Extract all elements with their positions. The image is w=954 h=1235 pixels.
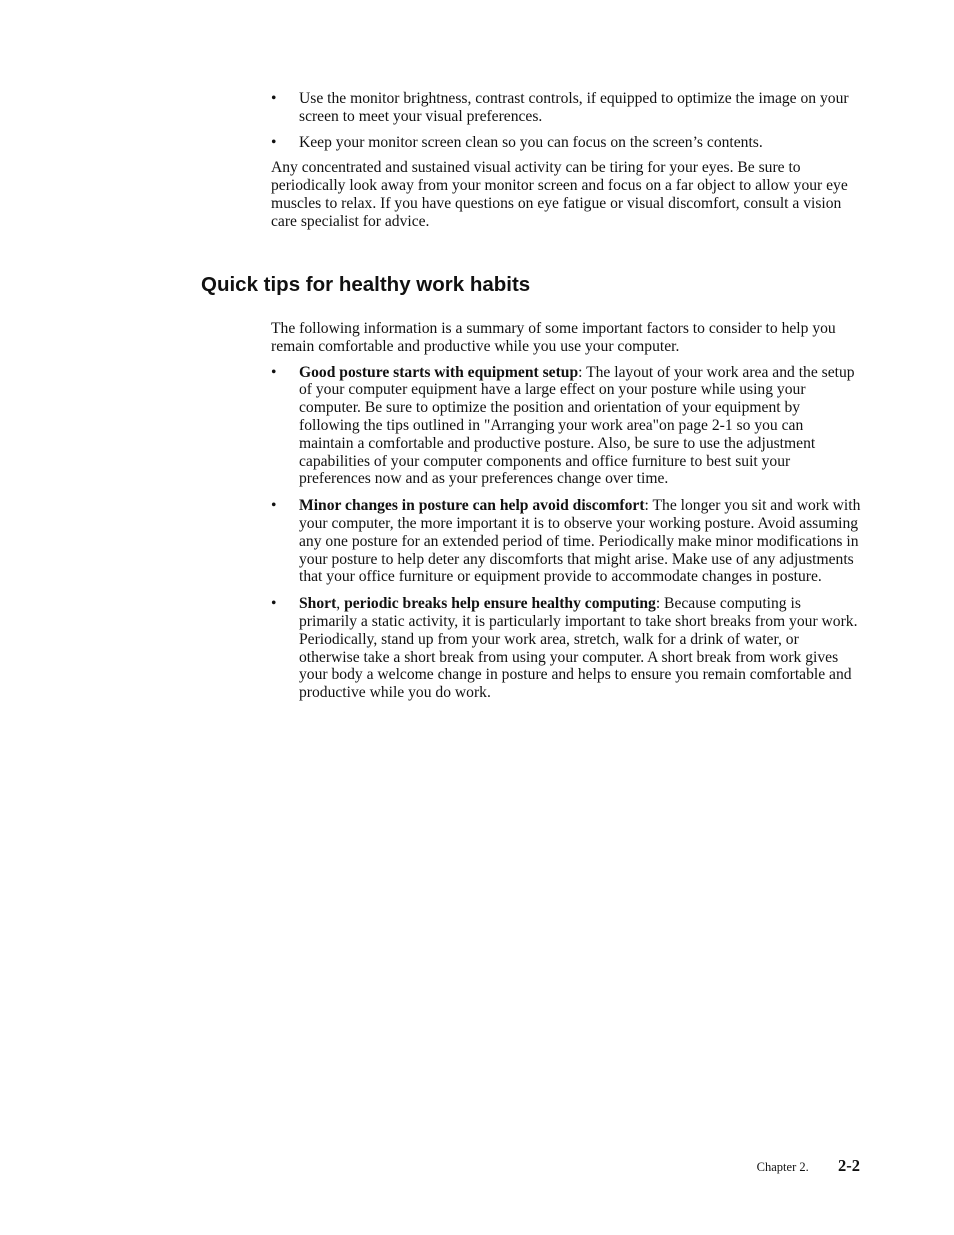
- list-item: [271, 364, 861, 489]
- eye-fatigue-paragraph: Any concentrated and sustained visual activity can be tiring for your eyes. Be sure to periodically look away from your monitor screen and focus on a far object to allow your eye muscles to relax. If you have questions on eye fatigue or visual discomfort, consult a vision care specialist for advice.: [271, 159, 848, 230]
- bullet-icon: •: [271, 497, 277, 515]
- bullet-icon: •: [271, 595, 277, 613]
- top-content: [271, 90, 861, 231]
- list-item: [271, 497, 861, 586]
- tip-text: : The longer you sit and work with your computer, the more important it is to observe your working posture. Avoid assuming any one posture for an extended period of time. Periodically make minor modifications in your posture to help deter any discomforts that might arise. Make use of any adjustments that your office furniture or equipment provide to accommodate changes in posture.: [299, 497, 861, 586]
- list-item: [271, 134, 861, 152]
- bullet-icon: •: [271, 363, 277, 381]
- bullet-icon: •: [271, 90, 277, 107]
- page-footer: [757, 1156, 860, 1176]
- section-content: [271, 320, 861, 711]
- tips-list: [271, 364, 861, 702]
- section-heading: Quick tips for healthy work habits: [201, 273, 531, 296]
- bullet-icon: •: [271, 133, 277, 151]
- tip-title: Minor changes in posture can help avoid discomfort: [299, 497, 645, 515]
- chapter-label: Chapter 2.: [756, 1160, 809, 1174]
- bullet-text: Keep your monitor screen clean so you can focus on the screen’s contents.: [299, 133, 763, 151]
- tip-title: Good posture starts with equipment setup: [299, 363, 579, 381]
- tip-title-part-a: Short: [299, 595, 337, 613]
- list-item: [271, 90, 861, 126]
- list-item: [271, 595, 861, 702]
- tip-title-part-b: periodic breaks help ensure healthy computing: [344, 595, 656, 613]
- tip-text: : Because computing is primarily a static activity, it is particularly important to take short breaks from your work. Periodically, stand up from your work area, stretch, walk for a drink of water, or otherwise take a short break from using your computer. A short break from work gives your body a welcome change in posture and helps to ensure you remain comfortable and productive while you do work.: [299, 595, 858, 702]
- tip-title-separator: ,: [336, 595, 345, 613]
- page-number: 2-2: [838, 1156, 860, 1175]
- top-bullet-list: [271, 90, 861, 151]
- tip-text: : The layout of your work area and the setup of your computer equipment have a large effect on your posture while using your computer. Be sure to optimize the position and orientation of your equipment by following the tips outlined in "Arranging your work area"on page 2-1 so you can maintain a comfortable and productive posture. Also, be sure to use the adjustment capabilities of your computer components and office furniture to best suit your preferences now and as your preferences change over time.: [299, 363, 855, 488]
- section-intro: The following information is a summary of some important factors to consider to help you remain comfortable and productive while you use your computer.: [271, 320, 836, 355]
- bullet-text: Use the monitor brightness, contrast controls, if equipped to optimize the image on your screen to meet your visual preferences.: [299, 90, 849, 125]
